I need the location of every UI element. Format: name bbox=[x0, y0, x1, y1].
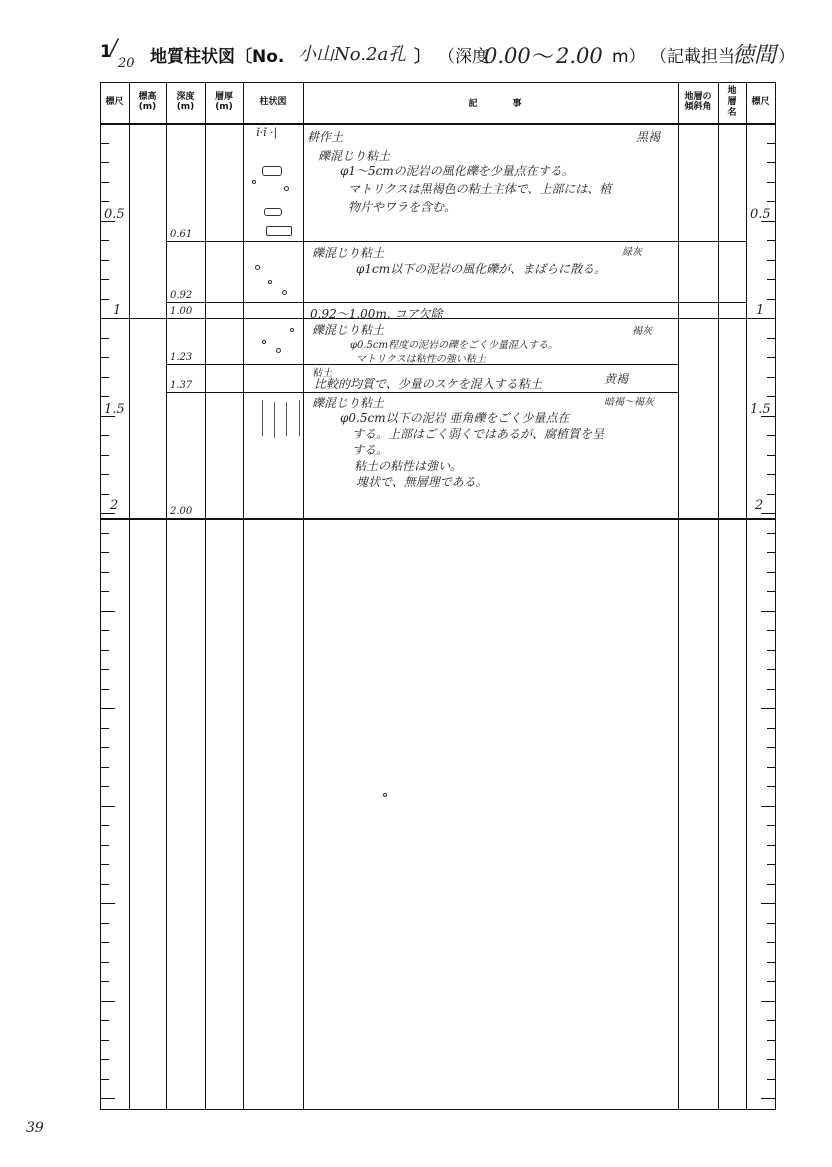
depth-value: 0.92 bbox=[170, 290, 193, 301]
scale-tick bbox=[101, 669, 109, 670]
layer-line: 粘土の粘性は強い。 bbox=[354, 459, 463, 473]
scale-tick bbox=[101, 884, 109, 885]
layer-line: マトリクスは粘性の強い粘土 bbox=[356, 354, 486, 365]
depth-value: 0.61 bbox=[170, 229, 193, 240]
scale-tick bbox=[761, 1001, 775, 1002]
layer-line: φ0.5cm程度の泥岩の礫をごく少量混入する。 bbox=[350, 340, 558, 351]
scale-tick bbox=[761, 318, 775, 319]
scale-tick bbox=[767, 669, 775, 670]
scale-tick bbox=[101, 357, 109, 358]
scale-label-right-2: 2 bbox=[755, 498, 764, 513]
scale-tick bbox=[101, 279, 109, 280]
scale-label-left-1.5: 1.5 bbox=[104, 402, 125, 417]
layer-color: 緑灰 bbox=[622, 247, 642, 258]
scale-tick bbox=[767, 357, 775, 358]
scale-tick bbox=[101, 806, 115, 807]
scale-tick bbox=[101, 1020, 109, 1021]
scale-tick bbox=[101, 513, 115, 514]
scale-tick bbox=[101, 981, 109, 982]
scale-tick bbox=[101, 162, 109, 163]
scale-tick bbox=[767, 845, 775, 846]
layer-color: 褐灰 bbox=[632, 326, 652, 337]
boundary-0.92 bbox=[166, 302, 746, 303]
scale-label-right-1.5: 1.5 bbox=[750, 402, 771, 417]
boundary-1.37 bbox=[166, 392, 678, 393]
scale-tick bbox=[101, 260, 109, 261]
scale-tick bbox=[767, 494, 775, 495]
scale-tick bbox=[101, 201, 109, 202]
depth-tilde: ～ bbox=[532, 45, 555, 70]
scale-tick bbox=[101, 708, 115, 709]
scale-tick bbox=[101, 650, 109, 651]
scale-tick bbox=[101, 864, 109, 865]
header-thickness: 層厚 (m) bbox=[214, 92, 233, 112]
scale-denominator: 20 bbox=[118, 56, 135, 71]
hole-id: 小山No.2a孔 bbox=[298, 44, 407, 65]
scale-tick bbox=[767, 455, 775, 456]
scale-tick bbox=[767, 182, 775, 183]
scale-tick bbox=[101, 1098, 115, 1099]
layer-name: 耕作土 bbox=[307, 130, 344, 144]
scale-tick bbox=[767, 728, 775, 729]
gravel-shape bbox=[264, 208, 282, 216]
scale-tick bbox=[101, 611, 115, 612]
scale-tick bbox=[767, 689, 775, 690]
scale-tick bbox=[101, 474, 109, 475]
layer-line: 塊状で、無層理である。 bbox=[356, 475, 488, 489]
layer-line: 物片やワラを含む。 bbox=[348, 200, 457, 214]
scale-tick bbox=[101, 1001, 115, 1002]
scale-tick bbox=[761, 806, 775, 807]
scale-tick bbox=[761, 708, 775, 709]
scale-tick bbox=[767, 338, 775, 339]
scale-tick bbox=[101, 572, 109, 573]
scale-tick bbox=[101, 630, 109, 631]
scale-label-right-0.5: 0.5 bbox=[750, 207, 771, 222]
scale-slash: / bbox=[110, 36, 118, 61]
log-table bbox=[100, 82, 776, 1110]
scale-tick bbox=[767, 747, 775, 748]
header-description-1: 記 bbox=[468, 99, 478, 109]
title-bracket: 〕 bbox=[414, 47, 431, 67]
scale-label-left-2: 2 bbox=[110, 498, 119, 513]
page-number: 39 bbox=[26, 1120, 44, 1136]
scale-tick bbox=[101, 962, 109, 963]
header-elevation: 標高 (m) bbox=[138, 92, 157, 112]
layer-line: 比較的均質で、少量のスケを混入する粘土 bbox=[314, 377, 542, 391]
scale-tick bbox=[767, 240, 775, 241]
scale-tick bbox=[767, 533, 775, 534]
scale-tick bbox=[101, 923, 109, 924]
depth-value: 1.00 bbox=[170, 306, 193, 317]
scale-tick bbox=[101, 318, 115, 319]
scale-tick bbox=[101, 533, 109, 534]
depth-from: 0.00 bbox=[484, 44, 531, 68]
scale-tick bbox=[767, 630, 775, 631]
scale-tick bbox=[101, 455, 109, 456]
depth-value: 1.23 bbox=[170, 352, 193, 363]
layer-line: する。 bbox=[352, 443, 389, 457]
scale-tick bbox=[767, 767, 775, 768]
scale-tick bbox=[101, 240, 109, 241]
scale-tick bbox=[101, 1059, 109, 1060]
scale-label-left-1: 1 bbox=[113, 303, 122, 318]
scale-label-left-0.5: 0.5 bbox=[104, 207, 125, 222]
scale-tick bbox=[101, 494, 109, 495]
scale-tick bbox=[101, 747, 109, 748]
scale-tick bbox=[101, 825, 109, 826]
scale-tick bbox=[767, 552, 775, 553]
scale-tick bbox=[767, 572, 775, 573]
scale-tick bbox=[767, 942, 775, 943]
recorder-label: （記載担当 bbox=[650, 47, 735, 67]
scale-tick bbox=[767, 474, 775, 475]
scale-tick bbox=[767, 591, 775, 592]
depth-label: （深度 bbox=[438, 47, 489, 67]
scale-tick bbox=[101, 182, 109, 183]
scale-tick bbox=[767, 299, 775, 300]
scale-tick bbox=[101, 903, 115, 904]
header-dip: 地層の 傾斜角 bbox=[684, 92, 712, 112]
recorder-name: 徳間 bbox=[732, 43, 777, 68]
layer-line: φ1～5cmの泥岩の風化礫を少量点在する。 bbox=[340, 164, 574, 178]
header-divider bbox=[100, 123, 776, 125]
header-column: 柱状図 bbox=[259, 97, 287, 107]
depth-value: 1.37 bbox=[170, 380, 193, 391]
scale-tick bbox=[767, 396, 775, 397]
gravel-shape bbox=[266, 226, 292, 236]
header-scale-left: 標尺 bbox=[105, 97, 124, 107]
layer-name: 礫混じり粘土 bbox=[312, 246, 385, 260]
scale-tick bbox=[101, 1040, 109, 1041]
gravel-shape bbox=[262, 166, 282, 176]
layer-color: 黄褐 bbox=[604, 372, 629, 386]
stray-dot bbox=[383, 793, 387, 797]
core-loss-note: 0.92～1.00m. コア欠除 bbox=[310, 307, 443, 321]
scale-tick bbox=[761, 611, 775, 612]
scale-tick bbox=[767, 279, 775, 280]
document-title: 地質柱状図〔No. bbox=[150, 47, 285, 67]
scale-tick bbox=[767, 650, 775, 651]
header-description-2: 事 bbox=[512, 99, 522, 109]
scale-tick bbox=[767, 864, 775, 865]
scale-tick bbox=[101, 786, 109, 787]
scale-tick bbox=[761, 1098, 775, 1099]
layer-color: 黒褐 bbox=[636, 130, 661, 144]
scale-prefix: 1 bbox=[100, 42, 112, 62]
header-formation: 地 層 名 bbox=[727, 86, 737, 118]
scale-tick bbox=[767, 1020, 775, 1021]
scale-tick bbox=[767, 962, 775, 963]
scale-tick bbox=[767, 143, 775, 144]
layer-color: 暗褐～褐灰 bbox=[604, 397, 654, 408]
scale-tick bbox=[101, 143, 109, 144]
scale-tick bbox=[767, 377, 775, 378]
scale-tick bbox=[101, 338, 109, 339]
scale-tick bbox=[767, 260, 775, 261]
scale-tick bbox=[101, 552, 109, 553]
recorder-close: ） bbox=[778, 47, 795, 67]
scale-tick bbox=[101, 1079, 109, 1080]
depth-unit: m） bbox=[612, 47, 646, 67]
layer-line: φ0.5cm以下の泥岩 亜角礫をごく少量点在 bbox=[340, 411, 570, 425]
scale-tick bbox=[767, 1040, 775, 1041]
scale-tick bbox=[767, 786, 775, 787]
scale-tick bbox=[767, 435, 775, 436]
scale-tick bbox=[101, 396, 109, 397]
scale-tick bbox=[761, 513, 775, 514]
layer-line: φ1cm以下の泥岩の風化礫が、まばらに散る。 bbox=[356, 262, 607, 276]
scale-tick bbox=[767, 884, 775, 885]
layer-name: 礫混じり粘土 bbox=[312, 396, 385, 410]
scale-tick bbox=[767, 162, 775, 163]
depth-to: 2.00 bbox=[556, 44, 603, 68]
scale-tick bbox=[767, 825, 775, 826]
sketch-mark: ĭ·ĭ ·| bbox=[256, 126, 278, 139]
layer-line: マトリクスは黒褐色の粘土主体で、上部には、植 bbox=[348, 182, 612, 196]
scale-tick bbox=[767, 1059, 775, 1060]
scale-tick bbox=[101, 845, 109, 846]
scale-tick bbox=[101, 767, 109, 768]
scale-tick bbox=[101, 942, 109, 943]
scale-tick bbox=[767, 981, 775, 982]
scale-tick bbox=[101, 728, 109, 729]
scale-tick bbox=[101, 689, 109, 690]
depth-value: 2.00 bbox=[170, 506, 193, 517]
header-depth: 深度 (m) bbox=[176, 92, 195, 112]
scale-tick bbox=[101, 435, 109, 436]
boundary-2.00 bbox=[100, 518, 776, 520]
scale-label-right-1: 1 bbox=[756, 303, 765, 318]
scale-tick bbox=[101, 591, 109, 592]
layer-name: 粘土 bbox=[312, 368, 332, 379]
scale-tick bbox=[761, 903, 775, 904]
layer-name: 礫混じり粘土 bbox=[312, 323, 385, 337]
scale-tick bbox=[767, 1079, 775, 1080]
boundary-0.61 bbox=[166, 241, 746, 242]
scale-tick bbox=[767, 923, 775, 924]
scale-tick bbox=[767, 201, 775, 202]
scale-tick bbox=[101, 299, 109, 300]
header-scale-right: 標尺 bbox=[751, 97, 770, 107]
layer-line: 礫混じり粘土 bbox=[318, 149, 391, 163]
layer-line: する。上部はごく弱くではあるが、腐植質を呈 bbox=[352, 427, 605, 441]
scale-tick bbox=[101, 377, 109, 378]
